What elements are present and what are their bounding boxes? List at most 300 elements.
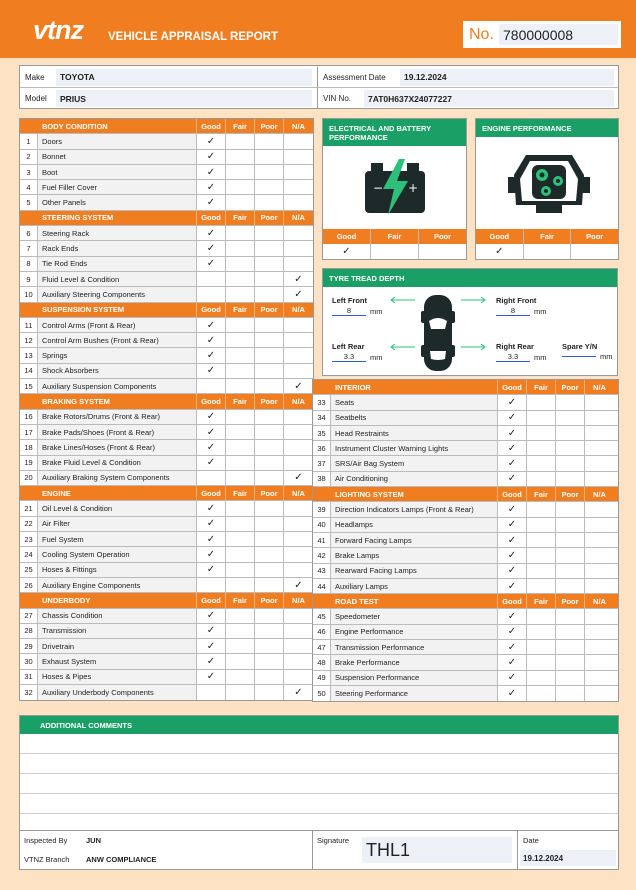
rating-cell-3[interactable]	[585, 564, 614, 578]
rating-cell-2[interactable]	[571, 244, 618, 259]
rating-cell-2[interactable]	[255, 609, 284, 623]
rating-cell-2[interactable]	[556, 533, 585, 547]
item-name: Rearward Facing Lamps	[331, 564, 498, 578]
rating-cell-2[interactable]	[255, 471, 284, 485]
checklist-row	[20, 670, 313, 685]
rating-cell-1[interactable]	[226, 547, 255, 561]
rating-cell-0[interactable]	[197, 578, 226, 592]
rating-cell-3[interactable]	[284, 165, 313, 179]
item-number: 18	[20, 440, 38, 454]
rating-cell-2[interactable]	[255, 456, 284, 470]
rating-cell-2[interactable]	[556, 426, 585, 440]
checklist-row	[313, 655, 618, 670]
rating-cell-1[interactable]	[226, 654, 255, 668]
rating-cell-1[interactable]	[527, 502, 556, 516]
rating-cell-1[interactable]	[527, 456, 556, 470]
rating-cell-3[interactable]	[284, 471, 313, 485]
rating-cell-2[interactable]	[255, 318, 284, 332]
checklist-row	[20, 364, 313, 379]
check-mark-icon: ✓	[206, 411, 216, 423]
item-name: Brake Pads/Shoes (Front & Rear)	[38, 425, 197, 439]
rating-cell-1[interactable]	[371, 244, 419, 259]
rating-cell-1[interactable]	[527, 655, 556, 669]
rating-cell-0[interactable]	[197, 440, 226, 454]
rating-cell-1[interactable]	[226, 670, 255, 684]
rating-cell-0[interactable]	[197, 379, 226, 393]
left-rear-label: Left Rear	[332, 342, 365, 351]
rating-cell-2[interactable]	[556, 411, 585, 425]
comment-line[interactable]	[20, 794, 618, 814]
rating-cell-0[interactable]	[197, 547, 226, 561]
checklist-row	[20, 318, 313, 333]
rating-cell-1[interactable]	[226, 563, 255, 577]
rating-cell-3[interactable]	[284, 425, 313, 439]
rating-cell-3[interactable]	[585, 640, 614, 654]
rating-cell-0[interactable]	[498, 411, 527, 425]
rating-cell-1[interactable]	[527, 548, 556, 562]
check-mark-icon: ✓	[206, 319, 216, 331]
rating-cell-1[interactable]	[527, 411, 556, 425]
rating-cell-0[interactable]	[498, 655, 527, 669]
rating-cell-0[interactable]	[476, 244, 524, 259]
check-mark-icon: ✓	[206, 533, 216, 545]
arrow-left-front-icon	[389, 297, 415, 303]
spare-field	[562, 352, 613, 361]
spare-value	[562, 356, 596, 357]
rating-cell-0[interactable]	[197, 134, 226, 148]
rating-cell-2[interactable]	[556, 518, 585, 532]
left-rear-field	[332, 352, 383, 362]
rating-cell-2[interactable]	[419, 244, 466, 259]
rating-cell-2[interactable]	[255, 195, 284, 209]
rating-cell-2[interactable]	[556, 625, 585, 639]
assessment-date-label: Assessment Date	[323, 72, 386, 82]
item-number: 41	[313, 533, 331, 547]
report-number-box	[463, 21, 621, 48]
rating-cell-3[interactable]	[284, 456, 313, 470]
rating-cell-0[interactable]	[197, 287, 226, 301]
check-mark-icon: ✓	[507, 672, 517, 684]
rating-cell-1[interactable]	[527, 686, 556, 701]
item-number: 40	[313, 518, 331, 532]
vin-label: VIN No.	[323, 94, 352, 103]
rating-cell-1[interactable]	[226, 180, 255, 194]
rating-cell-3[interactable]	[284, 410, 313, 424]
section-header	[20, 211, 313, 226]
rating-cell-1[interactable]	[226, 364, 255, 378]
rating-header-3: N/A	[292, 488, 305, 498]
rating-cell-2[interactable]	[556, 441, 585, 455]
check-mark-icon: ✓	[206, 426, 216, 438]
rating-cell-0[interactable]	[197, 563, 226, 577]
rating-cell-3[interactable]	[284, 501, 313, 515]
item-number: 33	[313, 395, 331, 409]
rating-cell-3[interactable]	[284, 287, 313, 301]
rating-cell-3[interactable]	[284, 180, 313, 194]
checklist-row	[20, 379, 313, 394]
rating-cell-0[interactable]	[197, 364, 226, 378]
rating-cell-2[interactable]	[255, 578, 284, 592]
rating-header-3: N/A	[593, 489, 606, 499]
rating-cell-0[interactable]	[197, 471, 226, 485]
rating-cell-2[interactable]	[255, 165, 284, 179]
rating-cell-2[interactable]	[255, 425, 284, 439]
left-checklist	[19, 118, 314, 701]
rating-cell-3[interactable]	[284, 379, 313, 393]
rating-cell-2[interactable]	[255, 348, 284, 362]
rating-header-3: N/A	[292, 595, 305, 605]
rating-cell-1[interactable]	[527, 640, 556, 654]
rating-cell-0[interactable]	[498, 472, 527, 486]
rating-cell-3[interactable]	[284, 440, 313, 454]
rating-cell-2[interactable]	[556, 640, 585, 654]
rating-cell-2[interactable]	[556, 548, 585, 562]
rating-cell-1[interactable]	[226, 333, 255, 347]
arrow-right-front-icon	[461, 297, 487, 303]
check-mark-icon: ✓	[206, 365, 216, 377]
item-name: Air Filter	[38, 517, 197, 531]
item-number: 35	[313, 426, 331, 440]
rating-cell-3[interactable]	[585, 579, 614, 593]
rating-cell-0[interactable]	[498, 533, 527, 547]
item-number: 42	[313, 548, 331, 562]
rating-cell-1[interactable]	[527, 579, 556, 593]
check-mark-icon: ✓	[507, 580, 517, 592]
rating-cell-0[interactable]	[197, 257, 226, 271]
rating-cell-1[interactable]	[226, 287, 255, 301]
rating-cell-1[interactable]	[226, 578, 255, 592]
rating-header-1: Fair	[524, 229, 572, 244]
arrow-left-rear-icon	[389, 344, 415, 350]
checklist-row	[20, 226, 313, 241]
rating-cell-0[interactable]	[197, 609, 226, 623]
rating-cell-3[interactable]	[585, 456, 614, 470]
rating-cell-1[interactable]	[527, 533, 556, 547]
item-number: 5	[20, 195, 38, 209]
rating-cell-1[interactable]	[226, 624, 255, 638]
rating-cell-0[interactable]	[498, 518, 527, 532]
rating-cell-0[interactable]	[498, 671, 527, 685]
rating-cell-1[interactable]	[226, 226, 255, 240]
rating-cell-2[interactable]	[556, 395, 585, 409]
rating-cell-1[interactable]	[226, 532, 255, 546]
rating-cell-0[interactable]	[498, 395, 527, 409]
rating-cell-3[interactable]	[585, 518, 614, 532]
rating-cell-3[interactable]	[585, 441, 614, 455]
rating-cell-0[interactable]	[197, 165, 226, 179]
rating-cell-0[interactable]	[498, 456, 527, 470]
model-value: PRIUS	[56, 90, 312, 107]
rating-cell-2[interactable]	[255, 440, 284, 454]
rating-cell-2[interactable]	[255, 654, 284, 668]
item-number: 4	[20, 180, 38, 194]
rating-cell-3[interactable]	[284, 195, 313, 209]
rating-cell-3[interactable]	[284, 624, 313, 638]
rating-cell-3[interactable]	[585, 671, 614, 685]
item-number: 47	[313, 640, 331, 654]
rating-cell-0[interactable]	[197, 456, 226, 470]
left-front-label: Left Front	[332, 296, 367, 305]
rating-cell-1[interactable]	[226, 425, 255, 439]
rating-cell-1[interactable]	[226, 379, 255, 393]
rating-cell-0[interactable]	[498, 640, 527, 654]
check-mark-icon: ✓	[206, 258, 216, 270]
rating-cell-0[interactable]	[323, 244, 371, 259]
rating-cell-2[interactable]	[255, 563, 284, 577]
rating-cell-0[interactable]	[498, 625, 527, 639]
svg-text:−: −	[373, 181, 384, 195]
rating-cell-0[interactable]	[197, 685, 226, 700]
assessment-date-value: 19.12.2024	[400, 69, 614, 86]
rating-cell-2[interactable]	[255, 685, 284, 700]
rating-cell-1[interactable]	[524, 244, 572, 259]
rating-cell-1[interactable]	[226, 241, 255, 255]
rating-cell-1[interactable]	[226, 318, 255, 332]
engine-rating-header	[476, 229, 618, 244]
rating-cell-0[interactable]	[498, 548, 527, 562]
rating-cell-1[interactable]	[226, 685, 255, 700]
rating-cell-2[interactable]	[255, 379, 284, 393]
rating-cell-0[interactable]	[498, 426, 527, 440]
rating-cell-2[interactable]	[556, 671, 585, 685]
check-mark-icon: ✓	[507, 641, 517, 653]
rating-cell-2[interactable]	[255, 364, 284, 378]
rating-cell-3[interactable]	[284, 272, 313, 286]
tyre-title: TYRE TREAD DEPTH	[323, 269, 617, 287]
rating-cell-0[interactable]	[197, 425, 226, 439]
rating-cell-0[interactable]	[197, 517, 226, 531]
rating-cell-2[interactable]	[255, 670, 284, 684]
rating-cell-2[interactable]	[255, 257, 284, 271]
item-name: Brake Rotors/Drums (Front & Rear)	[38, 410, 197, 424]
rating-cell-1[interactable]	[226, 272, 255, 286]
comment-line[interactable]	[20, 774, 618, 794]
rating-cell-0[interactable]	[197, 654, 226, 668]
section-title: SUSPENSION SYSTEM	[20, 303, 197, 317]
rating-cell-2[interactable]	[255, 547, 284, 561]
rating-cell-3[interactable]	[585, 395, 614, 409]
item-name: Fuel Filler Cover	[38, 180, 197, 194]
rating-cell-0[interactable]	[197, 670, 226, 684]
rating-cell-0[interactable]	[498, 686, 527, 701]
rating-cell-2[interactable]	[556, 472, 585, 486]
rating-cell-3[interactable]	[585, 502, 614, 516]
check-mark-icon: ✓	[507, 688, 517, 700]
rating-cell-2[interactable]	[556, 564, 585, 578]
rating-cell-0[interactable]	[498, 502, 527, 516]
rating-cell-0[interactable]	[197, 195, 226, 209]
rating-cell-3[interactable]	[284, 563, 313, 577]
check-mark-icon: ✓	[507, 626, 517, 638]
rating-cell-2[interactable]	[255, 287, 284, 301]
rating-header-0: Good	[197, 593, 226, 607]
rating-cell-3[interactable]	[284, 547, 313, 561]
rating-cell-1[interactable]	[226, 195, 255, 209]
report-title: VEHICLE APPRAISAL REPORT	[108, 31, 278, 43]
rating-cell-1[interactable]	[226, 134, 255, 148]
rating-cell-3[interactable]	[284, 517, 313, 531]
rating-cell-3[interactable]	[284, 685, 313, 700]
rating-cell-2[interactable]	[255, 517, 284, 531]
rating-cell-3[interactable]	[284, 364, 313, 378]
rating-cell-0[interactable]	[197, 272, 226, 286]
rating-cell-2[interactable]	[255, 241, 284, 255]
rating-cell-1[interactable]	[527, 395, 556, 409]
rating-cell-0[interactable]	[498, 579, 527, 593]
rating-cell-0[interactable]	[498, 609, 527, 623]
rating-cell-0[interactable]	[197, 150, 226, 164]
rating-cell-3[interactable]	[284, 134, 313, 148]
checklist-row	[313, 640, 618, 655]
rating-cell-0[interactable]	[197, 333, 226, 347]
rating-cell-1[interactable]	[226, 609, 255, 623]
rating-cell-1[interactable]	[226, 257, 255, 271]
checklist-row	[313, 502, 618, 517]
rating-cell-1[interactable]	[527, 426, 556, 440]
check-mark-icon: ✓	[206, 457, 216, 469]
rating-cell-0[interactable]	[197, 639, 226, 653]
rating-cell-3[interactable]	[585, 411, 614, 425]
rating-cell-3[interactable]	[585, 625, 614, 639]
item-name: Brake Performance	[331, 655, 498, 669]
rating-cell-1[interactable]	[226, 517, 255, 531]
rating-cell-3[interactable]	[284, 150, 313, 164]
check-mark-icon: ✓	[507, 396, 517, 408]
rating-cell-3[interactable]	[585, 655, 614, 669]
rating-cell-3[interactable]	[284, 226, 313, 240]
rating-cell-2[interactable]	[255, 333, 284, 347]
rating-cell-3[interactable]	[284, 348, 313, 362]
rating-cell-1[interactable]	[226, 165, 255, 179]
item-name: Auxiliary Engine Components	[38, 578, 197, 592]
rating-cell-3[interactable]	[284, 241, 313, 255]
rating-cell-0[interactable]	[498, 564, 527, 578]
rating-cell-3[interactable]	[284, 670, 313, 684]
check-mark-icon: ✓	[206, 181, 216, 193]
rating-cell-3[interactable]	[284, 609, 313, 623]
rating-cell-2[interactable]	[255, 501, 284, 515]
rating-cell-2[interactable]	[255, 272, 284, 286]
rating-cell-0[interactable]	[197, 241, 226, 255]
rating-cell-3[interactable]	[284, 654, 313, 668]
rating-cell-3[interactable]	[585, 426, 614, 440]
rating-cell-2[interactable]	[255, 624, 284, 638]
rating-cell-3[interactable]	[585, 548, 614, 562]
rating-cell-2[interactable]	[556, 502, 585, 516]
comment-line[interactable]	[20, 754, 618, 774]
rating-cell-0[interactable]	[197, 532, 226, 546]
check-mark-icon: ✓	[206, 640, 216, 652]
item-name: Air Conditioning	[331, 472, 498, 486]
item-number: 3	[20, 165, 38, 179]
rating-cell-0[interactable]	[197, 348, 226, 362]
rating-cell-1[interactable]	[527, 564, 556, 578]
rating-cell-1[interactable]	[226, 410, 255, 424]
section-title: ROAD TEST	[313, 594, 498, 608]
rating-cell-3[interactable]	[284, 532, 313, 546]
branch-label: VTNZ Branch	[24, 855, 70, 864]
check-mark-icon: ✓	[206, 671, 216, 683]
rating-cell-3[interactable]	[284, 639, 313, 653]
rating-cell-2[interactable]	[255, 180, 284, 194]
right-checklist	[312, 379, 619, 702]
rating-cell-0[interactable]	[197, 501, 226, 515]
item-number: 29	[20, 639, 38, 653]
item-number: 7	[20, 241, 38, 255]
section-header	[313, 487, 618, 502]
check-mark-icon: ✓	[206, 197, 216, 209]
section-title: UNDERBODY	[20, 593, 197, 607]
rating-cell-3[interactable]	[585, 472, 614, 486]
rating-cell-1[interactable]	[226, 471, 255, 485]
rating-cell-1[interactable]	[527, 518, 556, 532]
rating-cell-2[interactable]	[255, 150, 284, 164]
rating-cell-2[interactable]	[255, 134, 284, 148]
check-mark-icon: ✓	[507, 427, 517, 439]
rating-cell-3[interactable]	[284, 578, 313, 592]
rating-cell-2[interactable]	[255, 532, 284, 546]
rating-cell-3[interactable]	[284, 333, 313, 347]
rating-cell-2[interactable]	[556, 609, 585, 623]
right-rear-value: 3.3	[496, 352, 530, 362]
rating-cell-0[interactable]	[197, 410, 226, 424]
rating-cell-0[interactable]	[197, 318, 226, 332]
rating-cell-1[interactable]	[527, 625, 556, 639]
comment-line[interactable]	[20, 734, 618, 754]
rating-header-0: Good	[498, 594, 527, 608]
rating-cell-3[interactable]	[585, 686, 614, 701]
rating-cell-3[interactable]	[284, 318, 313, 332]
item-number: 16	[20, 410, 38, 424]
item-name: Exhaust System	[38, 654, 197, 668]
rating-cell-2[interactable]	[556, 579, 585, 593]
rating-cell-2[interactable]	[556, 686, 585, 701]
rating-cell-1[interactable]	[527, 472, 556, 486]
comments-panel	[19, 715, 619, 833]
rating-cell-2[interactable]	[255, 410, 284, 424]
rating-cell-1[interactable]	[226, 639, 255, 653]
rating-cell-0[interactable]	[498, 441, 527, 455]
rating-cell-1[interactable]	[226, 150, 255, 164]
rating-cell-2[interactable]	[255, 226, 284, 240]
rating-cell-1[interactable]	[226, 440, 255, 454]
item-name: Brake Lines/Hoses (Front & Rear)	[38, 440, 197, 454]
rating-cell-3[interactable]	[585, 533, 614, 547]
vin-field	[318, 88, 618, 109]
right-front-value: 8	[496, 306, 530, 316]
rating-cell-3[interactable]	[585, 609, 614, 623]
rating-header-1: Fair	[527, 487, 556, 501]
rating-cell-2[interactable]	[556, 655, 585, 669]
item-name: Headlamps	[331, 518, 498, 532]
rating-cell-1[interactable]	[226, 456, 255, 470]
rating-cell-0[interactable]	[197, 180, 226, 194]
rating-cell-1[interactable]	[527, 671, 556, 685]
rating-cell-1[interactable]	[226, 501, 255, 515]
rating-cell-0[interactable]	[197, 226, 226, 240]
rating-cell-2[interactable]	[255, 639, 284, 653]
rating-header-2: Poor	[556, 487, 585, 501]
rating-cell-1[interactable]	[226, 348, 255, 362]
check-mark-icon: ✓	[507, 458, 517, 470]
item-name: Auxiliary Underbody Components	[38, 685, 197, 700]
rating-cell-3[interactable]	[284, 257, 313, 271]
rating-cell-0[interactable]	[197, 624, 226, 638]
rating-cell-2[interactable]	[556, 456, 585, 470]
checklist-row	[20, 471, 313, 486]
rating-cell-1[interactable]	[527, 441, 556, 455]
rating-cell-1[interactable]	[527, 609, 556, 623]
